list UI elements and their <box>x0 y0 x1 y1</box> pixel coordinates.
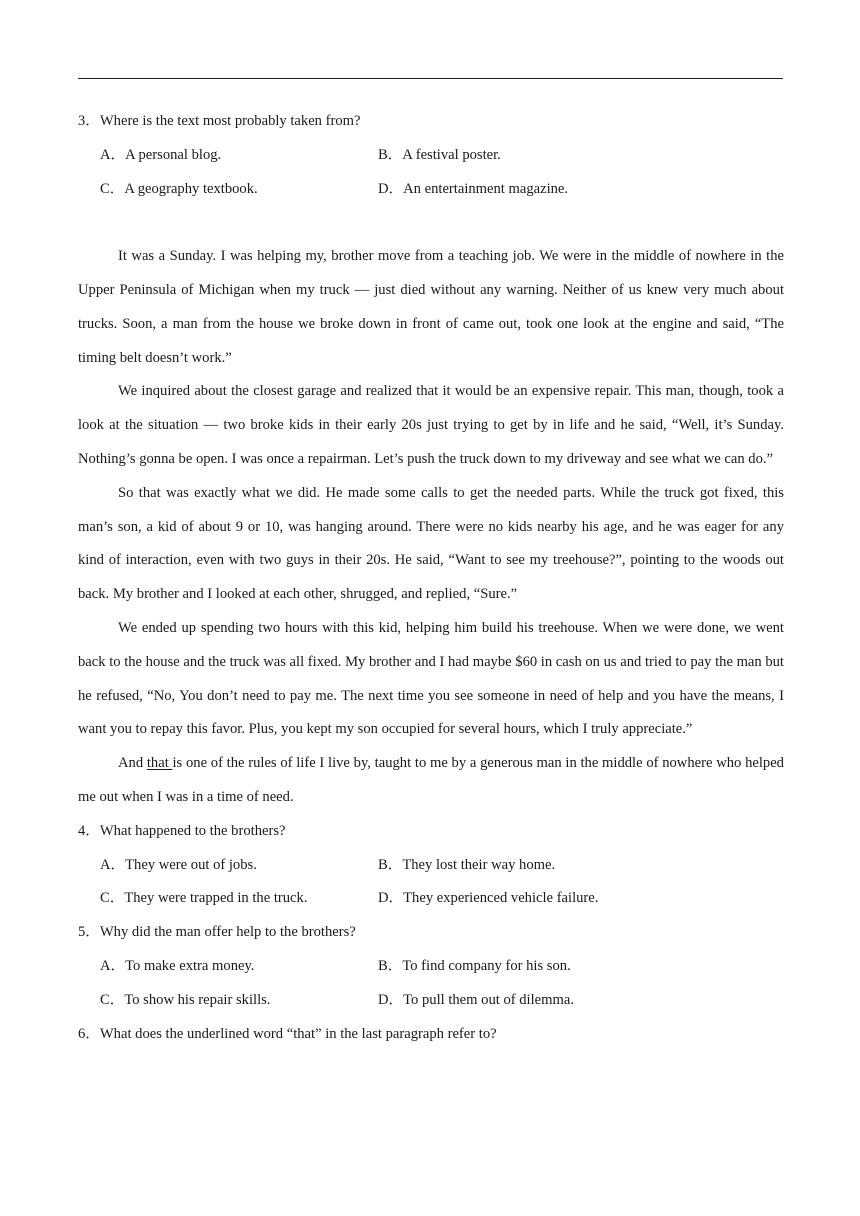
option-c: C．A geography textbook. <box>100 180 258 197</box>
question-6-stem: 6．What does the underlined word “that” in the last paragraph refer to? <box>78 1025 497 1042</box>
option-b: B．To find company for his son. <box>378 957 571 974</box>
passage-paragraph-2: We inquired about the closest garage and realized that it would be an expensive repair. This man, though, took a look at the situation — two broke kids in their early 20s just trying to get by in life and he said, “Well, it’s Sunday. Nothing’s gonna be open. I was once a repairman. Let’s push the truck down to my driveway and see what we can do.” <box>78 383 784 467</box>
question-3-stem: 3．Where is the text most probably taken from? <box>78 113 361 129</box>
underlined-word-that: that <box>146 755 173 772</box>
worksheet-content <box>78 105 784 1051</box>
passage-paragraph-4: We ended up spending two hours with this kid, helping him build his treehouse. When we were done, we went back to the house and the truck was all fixed. My brother and I had maybe $60 in cash on us and tried to pay the man but he refused, “No, You don’t need to pay me. The next time you see someone in need of help and you have the means, I want you to repay this favor. Plus, you kept my son occupied for several hours, which I truly appreciate.” <box>78 619 784 738</box>
option-a: A．A personal blog. <box>100 146 222 163</box>
passage-paragraph-3: So that was exactly what we did. He made some calls to get the needed parts. While the truck got fixed, this man’s son, a kid of about 9 or 10, was hanging around. There were no kids nearby his age, and he was eager for any kind of interaction, even with two guys in their 20s. He said, “Want to see my treehouse?”, pointing to the woods out back. My brother and I looked at each other, shrugged, and replied, “Sure.” <box>78 484 784 603</box>
question-4-options-row-2 <box>78 882 784 916</box>
option-b: B．A festival poster. <box>378 146 501 163</box>
question-5-options-row-2 <box>78 984 784 1018</box>
question-3-options-row-2 <box>78 173 784 207</box>
question-5-options-row-1 <box>78 950 784 984</box>
option-c: C．To show his repair skills. <box>100 991 271 1008</box>
question-4-options-row-1 <box>78 849 784 883</box>
option-d: D．An entertainment magazine. <box>378 180 569 197</box>
option-d: D．They experienced vehicle failure. <box>378 890 599 907</box>
option-d: D．To pull them out of dilemma. <box>378 991 574 1008</box>
question-4-stem: 4．What happened to the brothers? <box>78 822 286 839</box>
passage-paragraph-1: It was a Sunday. I was helping my, brother move from a teaching job. We were in the middle of nowhere in the Upper Peninsula of Michigan when my truck — just died without any warning. Neither of us knew very much about trucks. Soon, a man from the house we broke down in front of came out, took one look at the engine and said, “The timing belt doesn’t work.” <box>78 248 784 366</box>
question-5-stem: 5．Why did the man offer help to the brothers? <box>78 924 356 941</box>
option-b: B．They lost their way home. <box>378 856 556 873</box>
section-gap <box>78 206 784 240</box>
passage-paragraph-5 <box>78 747 784 815</box>
option-c: C．They were trapped in the truck. <box>100 890 308 907</box>
header-rule <box>78 78 783 79</box>
option-a: A．To make extra money. <box>100 957 255 974</box>
paragraph-5-rest: is one of the rules of life I live by, taught to me by a generous man in the middle of nowhere who helped me out when I was in a time of need. <box>78 755 784 805</box>
question-3-options-row-1 <box>78 139 784 173</box>
option-a: A．They were out of jobs. <box>100 856 257 873</box>
paragraph-5-lead: And <box>118 755 147 772</box>
